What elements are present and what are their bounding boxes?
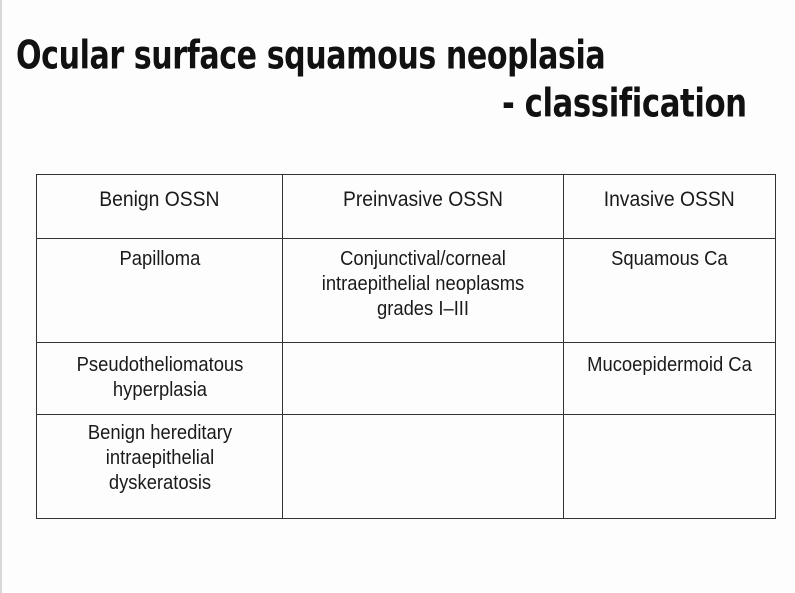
table-header-row: [37, 175, 776, 239]
header-preinvasive-label: Preinvasive OSSN: [343, 188, 503, 211]
header-benign-label: Benign OSSN: [99, 188, 220, 211]
cell-preinvasive: [283, 415, 564, 519]
header-benign: [37, 175, 283, 239]
cell-invasive: [564, 239, 776, 343]
slide-title-line-1: Ocular surface squamous neoplasia: [16, 34, 606, 79]
table-row: [37, 239, 776, 343]
classification-table: [36, 174, 776, 519]
cell-preinvasive: [283, 239, 564, 343]
cell-text: Squamous Ca: [611, 248, 728, 270]
cell-invasive: [564, 415, 776, 519]
header-preinvasive: [283, 175, 564, 239]
cell-invasive: [564, 343, 776, 415]
slide-title-line-2: - classification: [502, 82, 747, 127]
table-row: [37, 415, 776, 519]
cell-text: Mucoepidermoid Ca: [587, 354, 752, 376]
cell-preinvasive: [283, 343, 564, 415]
cell-text: Pseudotheliomatous hyperplasia: [76, 354, 243, 401]
cell-text: Conjunctival/corneal intraepithelial neoplasms grades I–III: [321, 248, 525, 320]
cell-benign: [37, 239, 283, 343]
header-invasive-label: Invasive OSSN: [603, 188, 735, 211]
cell-benign: [37, 415, 283, 519]
cell-text: Benign hereditary intraepithelial dyskeratosis: [87, 422, 232, 494]
header-invasive: [564, 175, 776, 239]
cell-benign: [37, 343, 283, 415]
cell-text: Papilloma: [119, 248, 200, 270]
table-row: [37, 343, 776, 415]
